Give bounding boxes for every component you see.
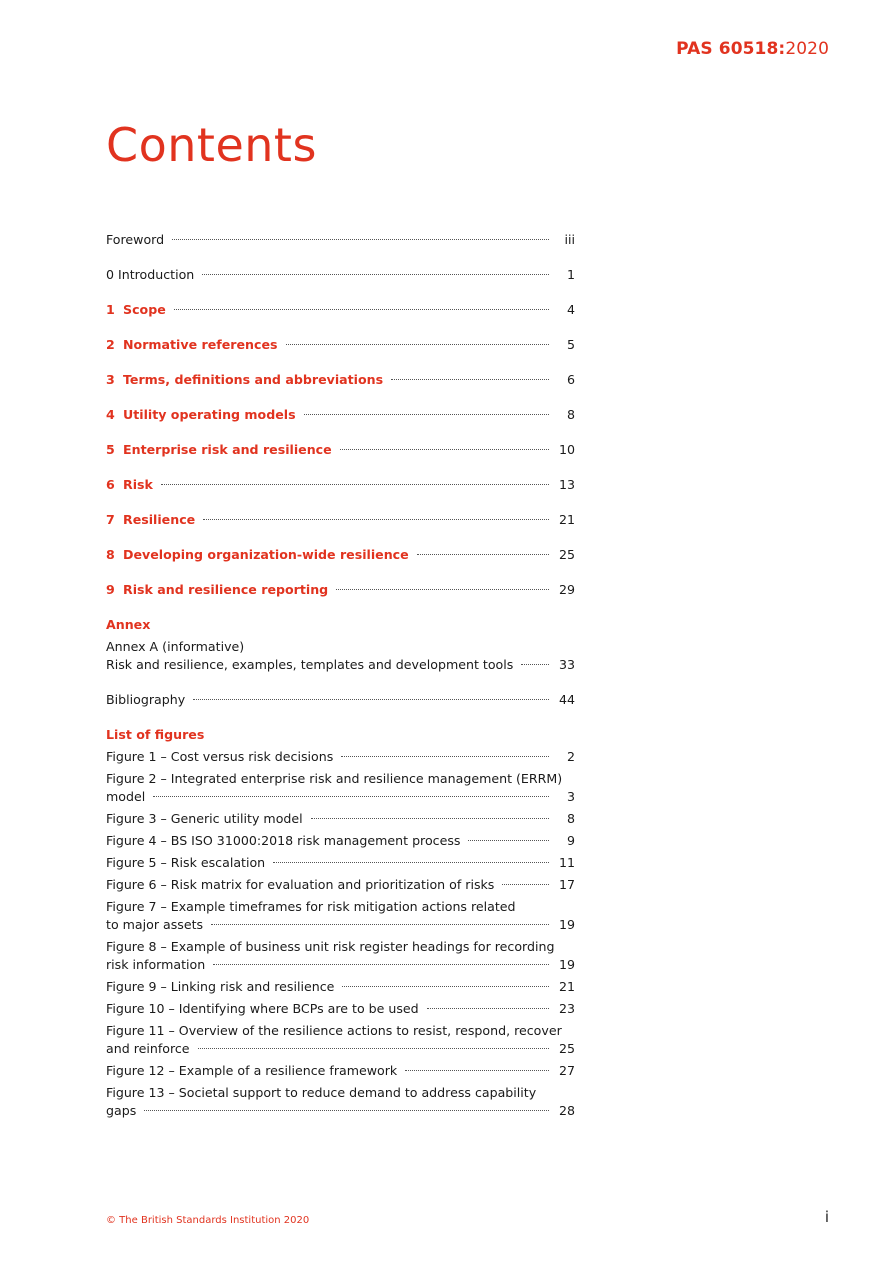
toc-row bbox=[106, 748, 575, 766]
dot-leader bbox=[153, 796, 549, 797]
toc-row[interactable] bbox=[106, 476, 575, 494]
figure-entry[interactable] bbox=[106, 1062, 575, 1080]
figure-title-line: Figure 8 – Example of business unit risk register headings for recording bbox=[106, 939, 555, 954]
clause-number: 7 bbox=[106, 512, 115, 527]
clause-number: 1 bbox=[106, 302, 115, 317]
figure-title-line: Figure 13 – Societal support to reduce demand to address capability bbox=[106, 1085, 537, 1100]
page-number: 4 bbox=[566, 302, 575, 317]
dot-leader bbox=[311, 818, 549, 819]
toc-row bbox=[106, 788, 575, 806]
clause-title: Terms, definitions and abbreviations bbox=[123, 372, 384, 387]
clause-title: Resilience bbox=[123, 512, 196, 527]
dot-leader bbox=[198, 1048, 549, 1049]
dot-leader bbox=[336, 589, 549, 590]
toc-row bbox=[106, 810, 575, 828]
dot-leader bbox=[174, 309, 549, 310]
clause-number: 4 bbox=[106, 407, 115, 422]
clause-title: Foreword bbox=[106, 232, 165, 247]
toc-row[interactable] bbox=[106, 546, 575, 564]
toc-entry-title bbox=[106, 441, 332, 459]
page-number: 17 bbox=[559, 877, 576, 892]
toc-row bbox=[106, 854, 575, 872]
figures-heading: List of figures bbox=[106, 727, 205, 742]
page-number: 8 bbox=[566, 407, 575, 422]
document-code bbox=[676, 39, 829, 59]
figure-title-line: Figure 2 – Integrated enterprise risk and resilience management (ERRM) bbox=[106, 771, 563, 786]
figure-title: Figure 10 – Identifying where BCPs are to be used bbox=[106, 1001, 419, 1016]
page-number: 25 bbox=[559, 547, 576, 562]
table-of-contents bbox=[106, 231, 575, 1120]
page-number: 29 bbox=[559, 582, 576, 597]
toc-row bbox=[106, 956, 575, 974]
page-number: 1 bbox=[566, 267, 575, 282]
bibliography-label: Bibliography bbox=[106, 692, 186, 707]
dot-leader bbox=[286, 344, 550, 345]
toc-row bbox=[106, 1040, 575, 1058]
figure-entry[interactable] bbox=[106, 1022, 575, 1058]
clause-title: Utility operating models bbox=[123, 407, 296, 422]
toc-row bbox=[106, 832, 575, 850]
figure-entry[interactable] bbox=[106, 1000, 575, 1018]
dot-leader bbox=[521, 664, 549, 665]
page-number: 33 bbox=[559, 657, 576, 672]
figure-entry[interactable] bbox=[106, 898, 575, 934]
page-number: 9 bbox=[566, 833, 575, 848]
figure-entry[interactable] bbox=[106, 876, 575, 894]
dot-leader bbox=[340, 449, 549, 450]
page-number: iii bbox=[564, 232, 575, 247]
figure-entry[interactable] bbox=[106, 770, 575, 806]
annex-title-line[interactable]: Annex A (informative) bbox=[106, 639, 245, 654]
figure-title: to major assets bbox=[106, 917, 204, 932]
figures-section bbox=[106, 726, 575, 1120]
toc-row bbox=[106, 876, 575, 894]
toc-row[interactable] bbox=[106, 511, 575, 529]
dot-leader bbox=[342, 986, 549, 987]
dot-leader bbox=[341, 756, 549, 757]
figure-title: and reinforce bbox=[106, 1041, 190, 1056]
clause-title: Normative references bbox=[123, 337, 278, 352]
toc-entry-title bbox=[106, 581, 328, 599]
toc-row bbox=[106, 1000, 575, 1018]
figure-entry[interactable] bbox=[106, 854, 575, 872]
figure-title: Figure 12 – Example of a resilience framework bbox=[106, 1063, 398, 1078]
dot-leader bbox=[417, 554, 549, 555]
toc-entries bbox=[106, 231, 575, 599]
toc-row bbox=[106, 978, 575, 996]
clause-title: 0 Introduction bbox=[106, 267, 195, 282]
toc-row bbox=[106, 1102, 575, 1120]
figure-list bbox=[106, 748, 575, 1120]
figure-title: Figure 6 – Risk matrix for evaluation and prioritization of risks bbox=[106, 877, 495, 892]
clause-number: 8 bbox=[106, 547, 115, 562]
figure-title-line: Figure 7 – Example timeframes for risk mitigation actions related bbox=[106, 899, 516, 914]
dot-leader bbox=[193, 699, 549, 700]
figure-title-line: Figure 11 – Overview of the resilience actions to resist, respond, recover bbox=[106, 1023, 562, 1038]
page-number: 44 bbox=[559, 692, 576, 707]
figure-title: risk information bbox=[106, 957, 206, 972]
page-number: 8 bbox=[566, 811, 575, 826]
toc-entry-title bbox=[106, 476, 153, 494]
dot-leader bbox=[502, 884, 549, 885]
dot-leader bbox=[172, 239, 549, 240]
page-number: 19 bbox=[559, 917, 576, 932]
copyright-notice: © The British Standards Institution 2020 bbox=[106, 1215, 310, 1226]
figure-entry[interactable] bbox=[106, 978, 575, 996]
page-number: 19 bbox=[559, 957, 576, 972]
page-number: 13 bbox=[559, 477, 576, 492]
dot-leader bbox=[391, 379, 549, 380]
clause-title: Enterprise risk and resilience bbox=[123, 442, 332, 457]
dot-leader bbox=[468, 840, 549, 841]
dot-leader bbox=[213, 964, 549, 965]
dot-leader bbox=[202, 274, 549, 275]
figure-entry[interactable] bbox=[106, 938, 575, 974]
figure-entry[interactable] bbox=[106, 810, 575, 828]
page-title: Contents bbox=[106, 118, 317, 172]
clause-title: Developing organization-wide resilience bbox=[123, 547, 409, 562]
document-code-label: PAS 60518: bbox=[676, 39, 786, 59]
figure-title: gaps bbox=[106, 1103, 137, 1118]
figure-title: Figure 9 – Linking risk and resilience bbox=[106, 979, 335, 994]
page-number: 28 bbox=[559, 1103, 576, 1118]
toc-entry-title bbox=[106, 336, 278, 354]
toc-row[interactable] bbox=[106, 336, 575, 354]
annex-section bbox=[106, 616, 575, 674]
page-folio: i bbox=[824, 1208, 829, 1226]
toc-entry-title bbox=[106, 231, 164, 249]
dot-leader bbox=[203, 519, 549, 520]
toc-entry-title bbox=[106, 371, 383, 389]
page-number: 27 bbox=[559, 1063, 576, 1078]
dot-leader bbox=[304, 414, 549, 415]
toc-row[interactable] bbox=[106, 691, 575, 709]
clause-title: Risk and resilience reporting bbox=[123, 582, 329, 597]
figure-entry[interactable] bbox=[106, 748, 575, 766]
dot-leader bbox=[211, 924, 549, 925]
toc-row[interactable] bbox=[106, 266, 575, 284]
clause-number: 2 bbox=[106, 337, 115, 352]
toc-row[interactable] bbox=[106, 656, 575, 674]
figure-title: Figure 1 – Cost versus risk decisions bbox=[106, 749, 334, 764]
page-number: 11 bbox=[559, 855, 576, 870]
toc-entry-title bbox=[106, 301, 166, 319]
toc-entry-title bbox=[106, 406, 296, 424]
toc-row[interactable] bbox=[106, 231, 575, 249]
figure-title: Figure 5 – Risk escalation bbox=[106, 855, 266, 870]
document-year: 2020 bbox=[785, 39, 829, 59]
toc-row[interactable] bbox=[106, 406, 575, 424]
page-number: 21 bbox=[559, 512, 576, 527]
figure-title: Figure 3 – Generic utility model bbox=[106, 811, 303, 826]
figure-title: Figure 4 – BS ISO 31000:2018 risk management process bbox=[106, 833, 461, 848]
toc-entry-title bbox=[106, 546, 409, 564]
dot-leader bbox=[273, 862, 549, 863]
clause-title: Risk bbox=[123, 477, 153, 492]
page-number: 23 bbox=[559, 1001, 576, 1016]
clause-number: 5 bbox=[106, 442, 115, 457]
dot-leader bbox=[144, 1110, 549, 1111]
toc-row[interactable] bbox=[106, 301, 575, 319]
figure-title: model bbox=[106, 789, 146, 804]
dot-leader bbox=[405, 1070, 549, 1071]
toc-entry-title bbox=[106, 511, 195, 529]
page-number: 25 bbox=[559, 1041, 576, 1056]
toc-row[interactable] bbox=[106, 371, 575, 389]
annex-heading: Annex bbox=[106, 617, 151, 632]
clause-title: Scope bbox=[123, 302, 166, 317]
page-number: 6 bbox=[566, 372, 575, 387]
toc-entry-title bbox=[106, 266, 194, 284]
page-number: 21 bbox=[559, 979, 576, 994]
page-number: 5 bbox=[566, 337, 575, 352]
toc-row bbox=[106, 1062, 575, 1080]
toc-row[interactable] bbox=[106, 441, 575, 459]
figure-entry[interactable] bbox=[106, 832, 575, 850]
clause-number: 9 bbox=[106, 582, 115, 597]
page-number: 2 bbox=[566, 749, 575, 764]
clause-number: 3 bbox=[106, 372, 115, 387]
page-number: 3 bbox=[566, 789, 575, 804]
toc-row[interactable] bbox=[106, 581, 575, 599]
dot-leader bbox=[427, 1008, 549, 1009]
clause-number: 6 bbox=[106, 477, 115, 492]
page-number: 10 bbox=[559, 442, 576, 457]
dot-leader bbox=[161, 484, 549, 485]
toc-row bbox=[106, 916, 575, 934]
annex-subtitle: Risk and resilience, examples, templates and development tools bbox=[106, 657, 514, 672]
figure-entry[interactable] bbox=[106, 1084, 575, 1120]
